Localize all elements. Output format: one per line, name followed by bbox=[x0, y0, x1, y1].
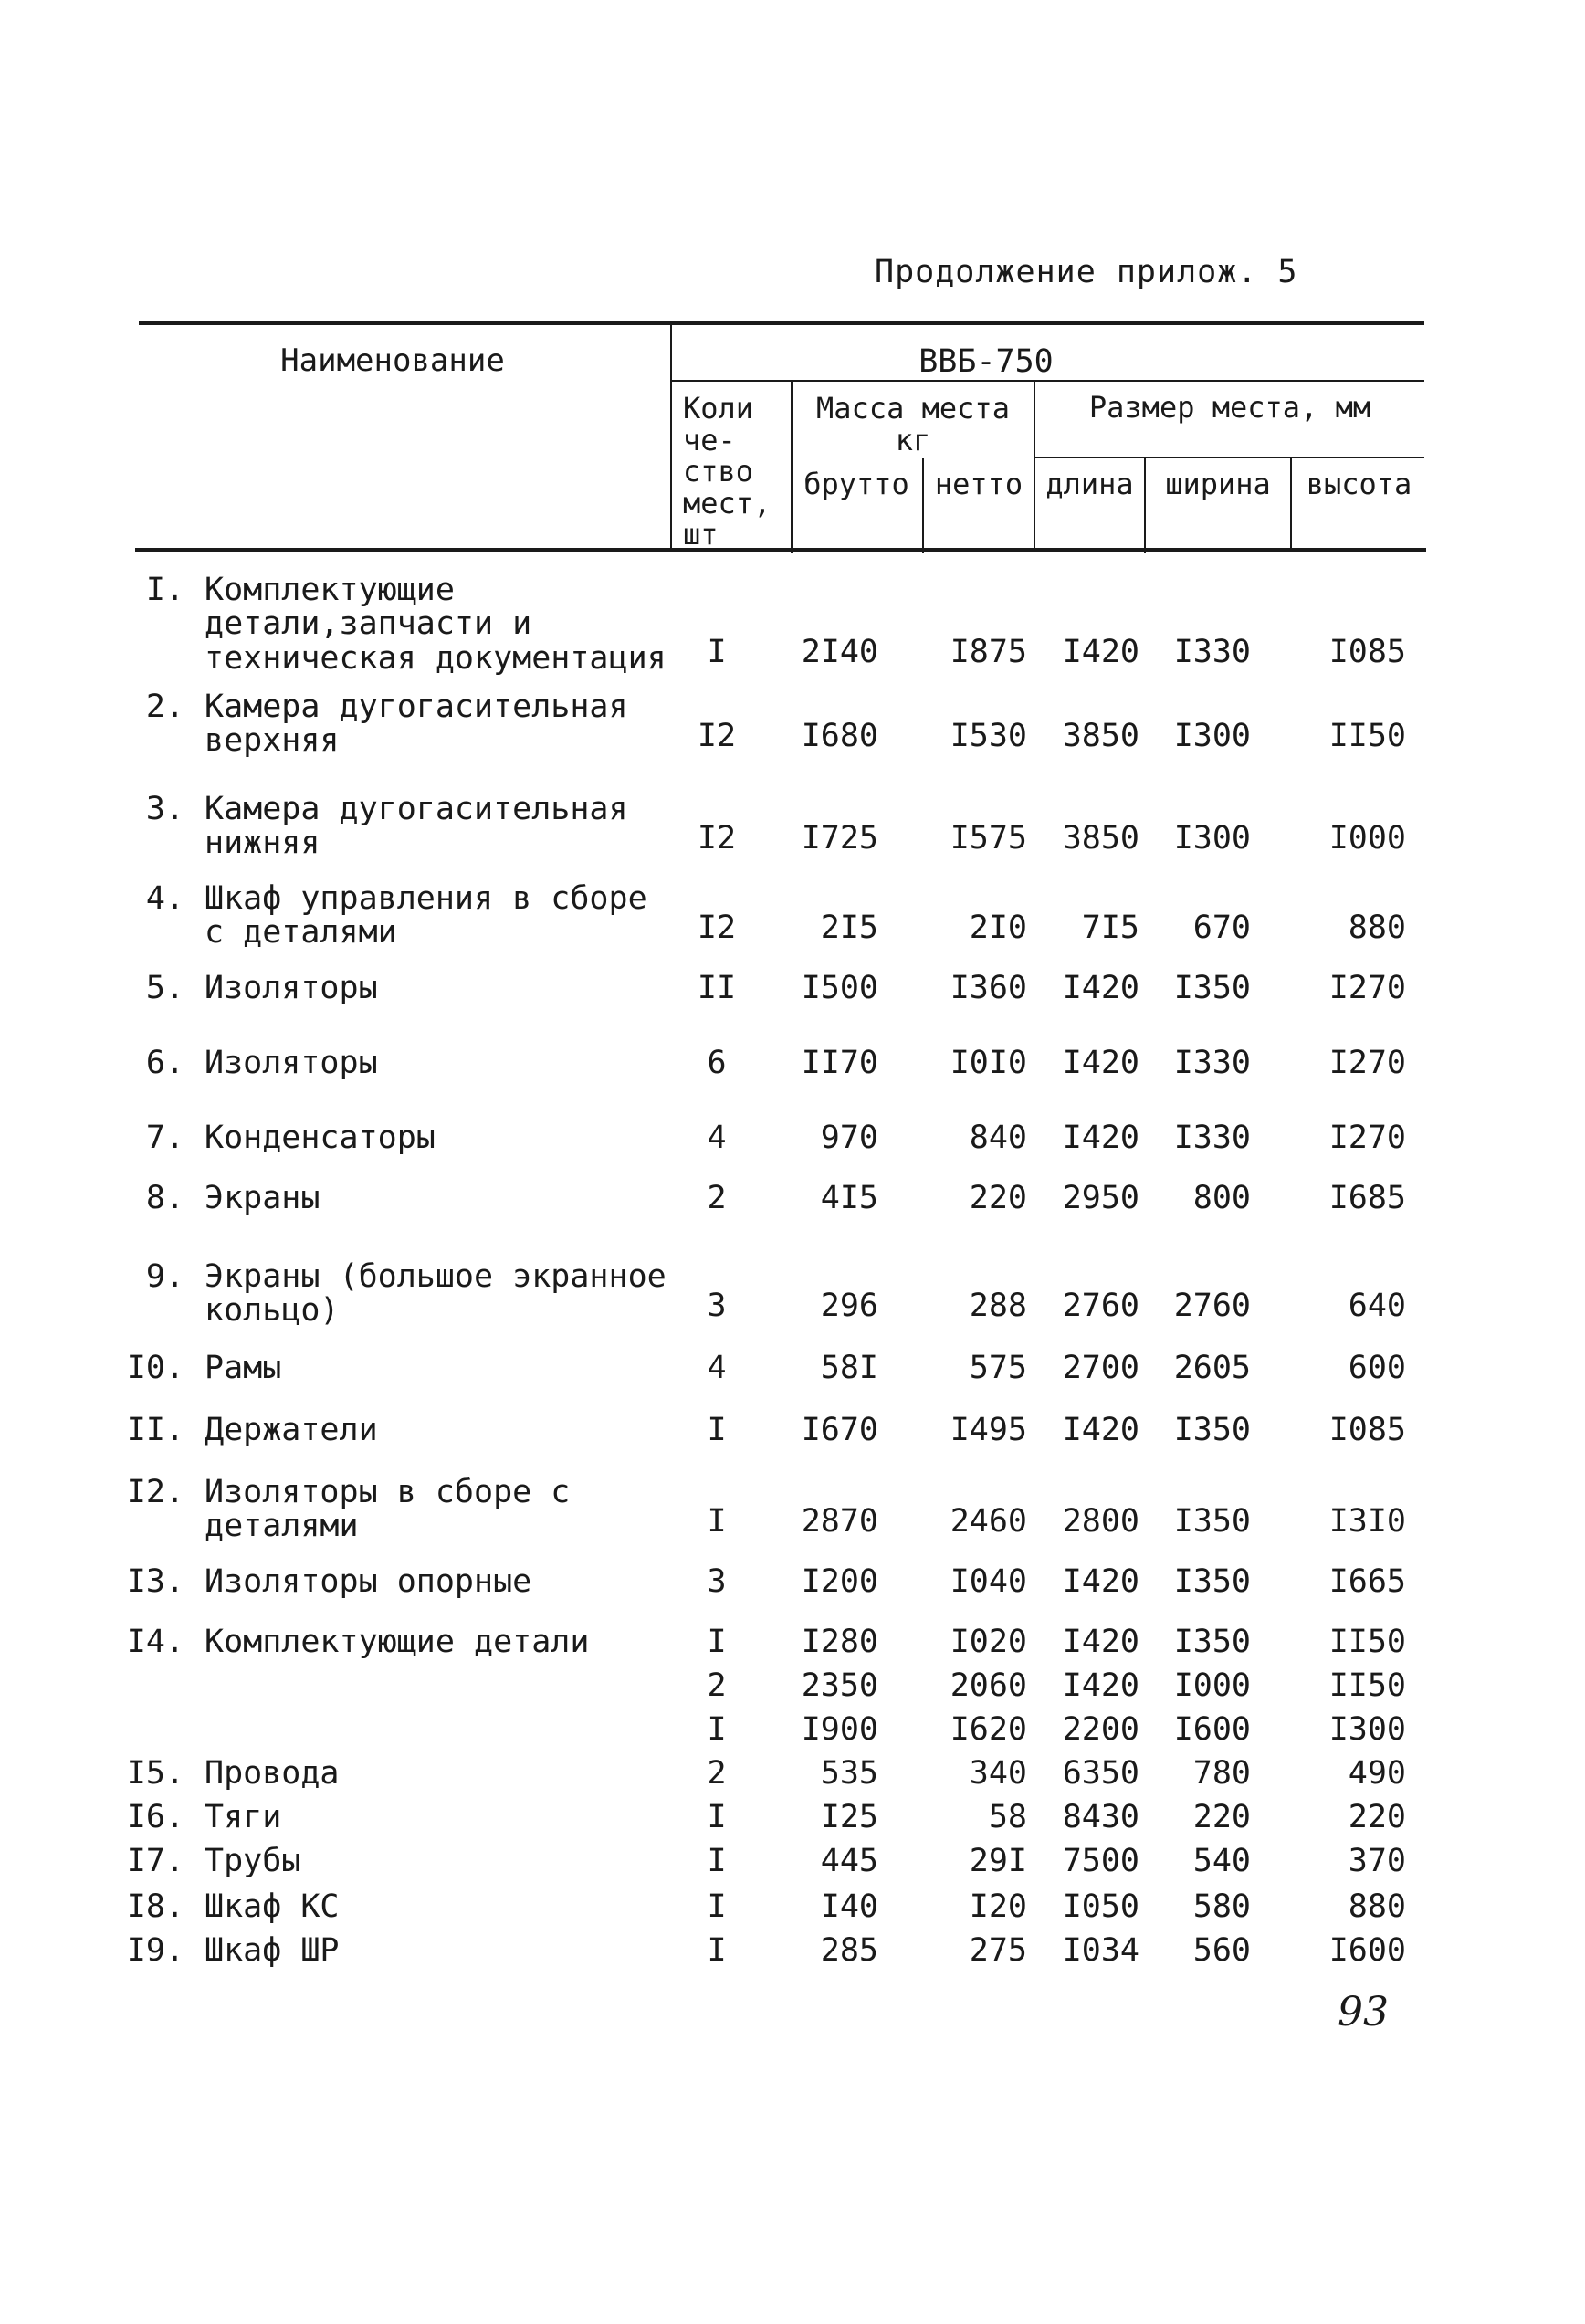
row-qty: 2 bbox=[707, 1755, 727, 1792]
row-shirina: I330 bbox=[1173, 1045, 1251, 1081]
row-netto: I575 bbox=[950, 820, 1027, 857]
row-dlina: 7500 bbox=[1062, 1843, 1139, 1879]
row-qty: I2 bbox=[697, 910, 737, 946]
row-qty: 3 bbox=[707, 1563, 727, 1600]
row-qty: I bbox=[707, 1888, 727, 1925]
row-qty: 2 bbox=[707, 1667, 727, 1704]
row-name: Изоляторы bbox=[205, 1045, 378, 1081]
row-netto: 840 bbox=[969, 1120, 1027, 1156]
row-brutto: 970 bbox=[820, 1120, 878, 1156]
row-name: Шкаф ШР bbox=[205, 1932, 340, 1969]
header-vysota: высота bbox=[1306, 467, 1412, 501]
row-brutto: 58I bbox=[820, 1350, 878, 1386]
row-netto: 29I bbox=[969, 1843, 1027, 1879]
row-shirina: 2760 bbox=[1173, 1288, 1251, 1324]
row-brutto: I200 bbox=[801, 1563, 878, 1600]
subheader-rule bbox=[1034, 457, 1424, 458]
row-shirina: 2605 bbox=[1173, 1350, 1251, 1386]
row-netto: 275 bbox=[969, 1932, 1027, 1969]
row-dlina: 7I5 bbox=[1081, 910, 1139, 946]
row-name: Рамы bbox=[205, 1350, 282, 1386]
row-qty: I bbox=[707, 634, 727, 670]
row-brutto: II70 bbox=[801, 1045, 878, 1081]
row-number: I3. bbox=[126, 1563, 184, 1600]
row-vysota: II50 bbox=[1328, 718, 1406, 754]
row-dlina: 2800 bbox=[1062, 1503, 1139, 1540]
row-vysota: 600 bbox=[1348, 1350, 1406, 1386]
row-vysota: 640 bbox=[1348, 1288, 1406, 1324]
row-number: 4. bbox=[145, 880, 184, 917]
row-netto: I620 bbox=[950, 1711, 1027, 1748]
row-brutto: I670 bbox=[801, 1412, 878, 1448]
row-qty: I bbox=[707, 1932, 727, 1969]
row-qty: I bbox=[707, 1843, 727, 1879]
row-vysota: II50 bbox=[1328, 1624, 1406, 1660]
row-shirina: I300 bbox=[1173, 820, 1251, 857]
row-dlina: I050 bbox=[1062, 1888, 1139, 1925]
row-number: I7. bbox=[126, 1843, 184, 1879]
row-dlina: I034 bbox=[1062, 1932, 1139, 1969]
row-name: Шкаф КС bbox=[205, 1888, 340, 1925]
row-qty: I bbox=[707, 1503, 727, 1540]
row-shirina: 800 bbox=[1192, 1180, 1251, 1216]
row-qty: 2 bbox=[707, 1180, 727, 1216]
header-mass: Масса места кг bbox=[816, 391, 1010, 457]
row-name: Комплектующие детали bbox=[205, 1624, 590, 1660]
row-netto: 288 bbox=[969, 1288, 1027, 1324]
header-name: Наименование bbox=[280, 342, 505, 379]
row-shirina: 670 bbox=[1192, 910, 1251, 946]
row-dlina: 3850 bbox=[1062, 718, 1139, 754]
row-number: 8. bbox=[145, 1180, 184, 1216]
row-name: Держатели bbox=[205, 1412, 378, 1448]
row-dlina: 2760 bbox=[1062, 1288, 1139, 1324]
row-number: I6. bbox=[126, 1799, 184, 1835]
row-vysota: I270 bbox=[1328, 1045, 1406, 1081]
row-number: 3. bbox=[145, 791, 184, 827]
row-brutto: I680 bbox=[801, 718, 878, 754]
header-netto: нетто bbox=[934, 467, 1023, 501]
row-number: I9. bbox=[126, 1932, 184, 1969]
row-brutto: 2I40 bbox=[801, 634, 878, 670]
row-brutto: 4I5 bbox=[820, 1180, 878, 1216]
row-number: 5. bbox=[145, 970, 184, 1006]
row-qty: 6 bbox=[707, 1045, 727, 1081]
row-brutto: I725 bbox=[801, 820, 878, 857]
row-netto: I360 bbox=[950, 970, 1027, 1006]
row-number: I4. bbox=[126, 1624, 184, 1660]
row-vysota: 220 bbox=[1348, 1799, 1406, 1835]
row-brutto: 296 bbox=[820, 1288, 878, 1324]
row-netto: 58 bbox=[988, 1799, 1027, 1835]
row-netto: I0I0 bbox=[950, 1045, 1027, 1081]
row-vysota: 370 bbox=[1348, 1843, 1406, 1879]
row-number: 6. bbox=[145, 1045, 184, 1081]
row-shirina: I330 bbox=[1173, 634, 1251, 670]
header-size: Размер места, мм bbox=[1088, 390, 1371, 425]
row-vysota: 490 bbox=[1348, 1755, 1406, 1792]
row-vysota: I000 bbox=[1328, 820, 1406, 857]
row-number: 9. bbox=[145, 1258, 184, 1295]
row-number: I0. bbox=[126, 1350, 184, 1386]
row-qty: 3 bbox=[707, 1288, 727, 1324]
row-vysota: I600 bbox=[1328, 1932, 1406, 1969]
row-netto: 2060 bbox=[950, 1667, 1027, 1704]
header-qty: Коли че- ство мест, шт bbox=[683, 391, 772, 552]
row-qty: II bbox=[697, 970, 737, 1006]
row-shirina: I350 bbox=[1173, 1412, 1251, 1448]
row-name: Изоляторы в сборе с деталями bbox=[205, 1474, 571, 1545]
row-dlina: I420 bbox=[1062, 1045, 1139, 1081]
row-dlina: I420 bbox=[1062, 1120, 1139, 1156]
row-number: II. bbox=[126, 1412, 184, 1448]
row-qty: I bbox=[707, 1799, 727, 1835]
row-brutto: 2350 bbox=[801, 1667, 878, 1704]
row-qty: I2 bbox=[697, 820, 737, 857]
header-vline-1 bbox=[670, 321, 672, 550]
row-name: Изоляторы bbox=[205, 970, 378, 1006]
row-brutto: I500 bbox=[801, 970, 878, 1006]
row-brutto: 285 bbox=[820, 1932, 878, 1969]
row-brutto: I25 bbox=[820, 1799, 878, 1835]
row-name: Комплектующие детали,запчасти и техническая документация bbox=[205, 572, 667, 677]
row-vysota: I665 bbox=[1328, 1563, 1406, 1600]
header-vline-4 bbox=[1034, 380, 1035, 550]
row-vysota: II50 bbox=[1328, 1667, 1406, 1704]
row-dlina: 8430 bbox=[1062, 1799, 1139, 1835]
row-shirina: I350 bbox=[1173, 1503, 1251, 1540]
row-netto: 575 bbox=[969, 1350, 1027, 1386]
row-qty: I bbox=[707, 1412, 727, 1448]
row-vysota: I685 bbox=[1328, 1180, 1406, 1216]
table-top-rule bbox=[139, 321, 1424, 325]
row-netto: I20 bbox=[969, 1888, 1027, 1925]
row-qty: I bbox=[707, 1711, 727, 1748]
row-number: 2. bbox=[145, 689, 184, 725]
row-name: Изоляторы опорные bbox=[205, 1563, 532, 1600]
row-shirina: I330 bbox=[1173, 1120, 1251, 1156]
row-dlina: 6350 bbox=[1062, 1755, 1139, 1792]
row-number: I. bbox=[145, 572, 184, 608]
row-brutto: 535 bbox=[820, 1755, 878, 1792]
row-number: 7. bbox=[145, 1120, 184, 1156]
row-shirina: 540 bbox=[1192, 1843, 1251, 1879]
row-dlina: I420 bbox=[1062, 970, 1139, 1006]
row-qty: 4 bbox=[707, 1350, 727, 1386]
row-name: Провода bbox=[205, 1755, 340, 1792]
row-qty: I bbox=[707, 1624, 727, 1660]
row-number: I2. bbox=[126, 1474, 184, 1510]
row-shirina: I350 bbox=[1173, 970, 1251, 1006]
row-name: Камера дугогасительная верхняя bbox=[205, 689, 628, 760]
row-vysota: I270 bbox=[1328, 1120, 1406, 1156]
row-shirina: 580 bbox=[1192, 1888, 1251, 1925]
row-shirina: I350 bbox=[1173, 1563, 1251, 1600]
caption: Продолжение прилож. 5 bbox=[875, 254, 1298, 290]
row-name: Тяги bbox=[205, 1799, 282, 1835]
row-vysota: 880 bbox=[1348, 1888, 1406, 1925]
row-name: Экраны (большое экранное кольцо) bbox=[205, 1258, 667, 1330]
row-vysota: I270 bbox=[1328, 970, 1406, 1006]
row-netto: 220 bbox=[969, 1180, 1027, 1216]
row-vysota: I085 bbox=[1328, 634, 1406, 670]
row-shirina: 560 bbox=[1192, 1932, 1251, 1969]
row-shirina: 780 bbox=[1192, 1755, 1251, 1792]
header-brutto: брутто bbox=[803, 467, 909, 501]
row-netto: I040 bbox=[950, 1563, 1027, 1600]
header-vline-2 bbox=[791, 380, 792, 553]
row-netto: I530 bbox=[950, 718, 1027, 754]
row-vysota: I085 bbox=[1328, 1412, 1406, 1448]
row-netto: 2I0 bbox=[969, 910, 1027, 946]
row-brutto: I900 bbox=[801, 1711, 878, 1748]
row-qty: I2 bbox=[697, 718, 737, 754]
row-netto: 2460 bbox=[950, 1503, 1027, 1540]
row-dlina: I420 bbox=[1062, 634, 1139, 670]
header-shirina: ширина bbox=[1165, 467, 1271, 501]
row-shirina: I600 bbox=[1173, 1711, 1251, 1748]
row-shirina: 220 bbox=[1192, 1799, 1251, 1835]
row-shirina: I000 bbox=[1173, 1667, 1251, 1704]
page-number: 93 bbox=[1338, 1989, 1389, 2035]
row-brutto: 2I5 bbox=[820, 910, 878, 946]
row-netto: I875 bbox=[950, 634, 1027, 670]
row-qty: 4 bbox=[707, 1120, 727, 1156]
row-shirina: I350 bbox=[1173, 1624, 1251, 1660]
row-vysota: I300 bbox=[1328, 1711, 1406, 1748]
row-brutto: 2870 bbox=[801, 1503, 878, 1540]
model-rule bbox=[671, 380, 1424, 382]
row-vysota: I3I0 bbox=[1328, 1503, 1406, 1540]
row-dlina: 2700 bbox=[1062, 1350, 1139, 1386]
row-netto: 340 bbox=[969, 1755, 1027, 1792]
row-name: Трубы bbox=[205, 1843, 301, 1879]
row-shirina: I300 bbox=[1173, 718, 1251, 754]
row-dlina: 2950 bbox=[1062, 1180, 1139, 1216]
row-brutto: I280 bbox=[801, 1624, 878, 1660]
row-dlina: I420 bbox=[1062, 1563, 1139, 1600]
header-dlina: длина bbox=[1045, 467, 1134, 501]
row-name: Камера дугогасительная нижняя bbox=[205, 791, 628, 862]
row-dlina: 2200 bbox=[1062, 1711, 1139, 1748]
header-model: ВВБ-750 bbox=[918, 343, 1054, 380]
row-dlina: I420 bbox=[1062, 1412, 1139, 1448]
row-dlina: 3850 bbox=[1062, 820, 1139, 857]
row-brutto: 445 bbox=[820, 1843, 878, 1879]
row-name: Конденсаторы bbox=[205, 1120, 436, 1156]
row-dlina: I420 bbox=[1062, 1624, 1139, 1660]
row-brutto: I40 bbox=[820, 1888, 878, 1925]
row-number: I8. bbox=[126, 1888, 184, 1925]
row-dlina: I420 bbox=[1062, 1667, 1139, 1704]
row-vysota: 880 bbox=[1348, 910, 1406, 946]
row-name: Экраны bbox=[205, 1180, 320, 1216]
row-netto: I020 bbox=[950, 1624, 1027, 1660]
row-name: Шкаф управления в сборе с деталями bbox=[205, 880, 647, 952]
row-netto: I495 bbox=[950, 1412, 1027, 1448]
row-number: I5. bbox=[126, 1755, 184, 1792]
